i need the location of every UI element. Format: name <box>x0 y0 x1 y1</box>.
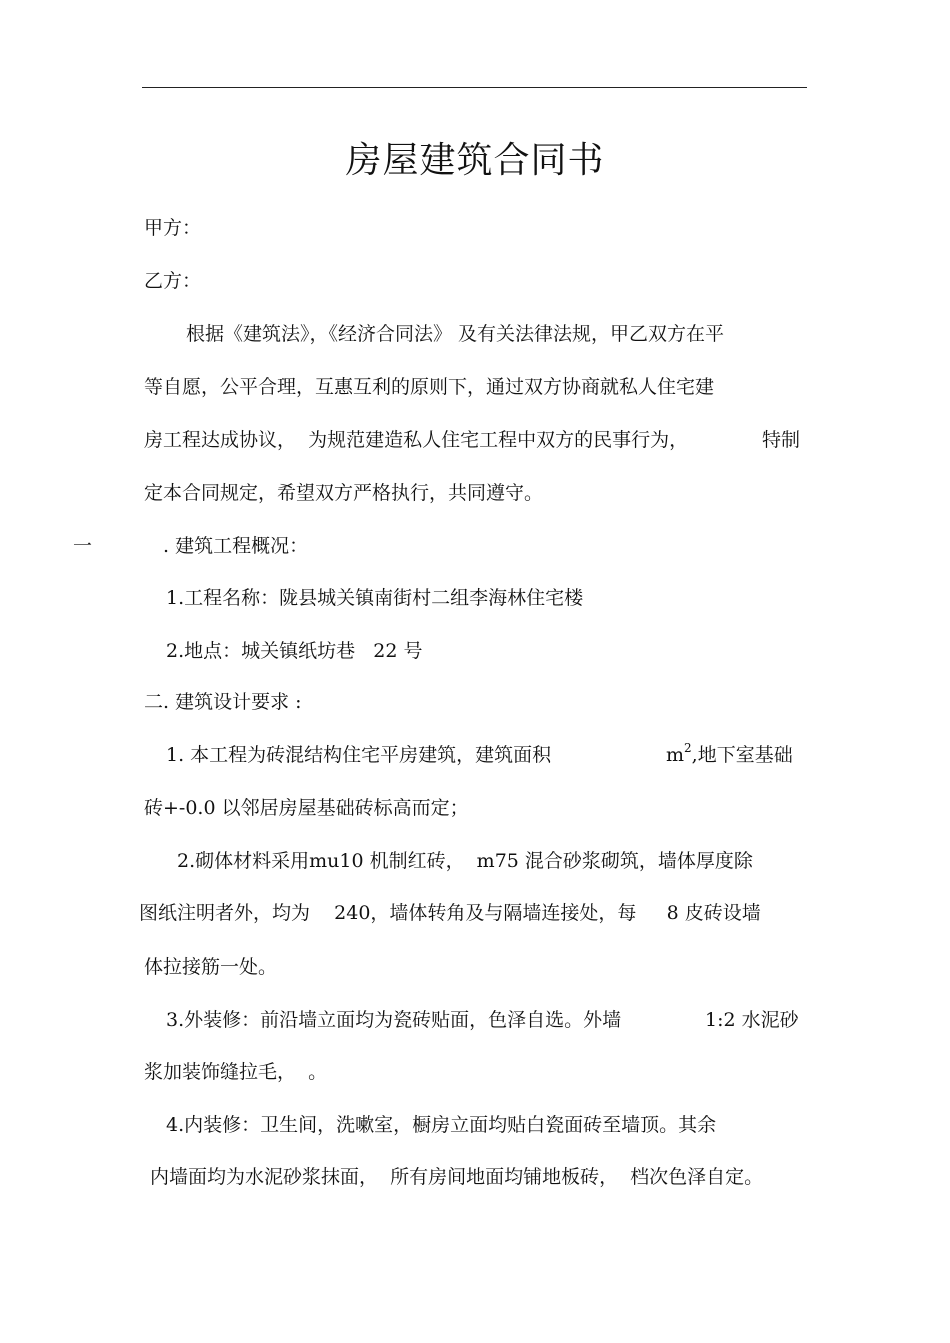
section-2-item-4-cont: 内墙面均为水泥砂浆抹面， 所有房间地面均铺地板砖， 档次色泽自定。 <box>150 1166 764 1188</box>
intro-line-2: 等自愿，公平合理，互惠互利的原则下，通过双方协商就私人住宅建 <box>144 376 715 398</box>
intro-line-4: 定本合同规定，希望双方严格执行，共同遵守。 <box>144 482 544 504</box>
section-2-item-2-end: 体拉接筋一处。 <box>144 956 278 978</box>
section-1-item-1: 1.工程名称：陇县城关镇南街村二组李海林住宅楼 <box>166 587 584 609</box>
section-2-item-2-cont: 图纸注明者外，均为 240，墙体转角及与隔墙连接处，每 8 皮砖设墙 <box>139 902 761 924</box>
section-2-item-1-cont: 砖+-0.0 以邻居房屋基础砖标高而定； <box>144 797 469 819</box>
section-2-item-1: 1. 本工程为砖混结构住宅平房建筑，建筑面积 <box>166 744 552 766</box>
intro-line-3-end: 特制 <box>762 429 801 451</box>
intro-line-3: 房工程达成协议， 为规范建造私人住宅工程中双方的民事行为， <box>144 429 689 451</box>
party-b-label: 乙方： <box>144 270 202 292</box>
intro-line-1: 根据《建筑法》，《经济合同法》 及有关法律法规，甲乙双方在平 <box>186 323 725 345</box>
section-1-item-2: 2.地点：城关镇纸坊巷 22 号 <box>166 640 423 662</box>
section-2-item-4: 4.内装修：卫生间，洗嗽室，橱房立面均贴白瓷面砖至墙顶。其余 <box>166 1114 717 1136</box>
section-2-item-3-mid: 1:2 水泥砂 <box>705 1009 799 1031</box>
area-unit-exponent: 2 <box>684 740 692 755</box>
section-1-heading: . 建筑工程概况： <box>163 535 309 557</box>
area-unit: m <box>666 744 685 766</box>
party-a-label: 甲方： <box>144 217 202 239</box>
section-2-heading: 二. 建筑设计要求 : <box>144 691 302 713</box>
section-2-item-2: 2.砌体材料采用mu10 机制红砖， m75 混合砂浆砌筑，墙体厚度除 <box>177 850 753 872</box>
header-rule <box>142 87 807 88</box>
section-2-item-1-area <box>666 740 793 767</box>
section-2-item-1-end: ,地下室基础 <box>691 744 793 766</box>
page-title: 房屋建筑合同书 <box>345 140 605 181</box>
section-2-item-3-cont: 浆加装饰缝拉毛， 。 <box>144 1061 328 1083</box>
section-1-mark: 一 <box>73 535 93 557</box>
section-2-item-3: 3.外装修：前沿墙立面均为瓷砖贴面，色泽自选。外墙 <box>166 1009 622 1031</box>
